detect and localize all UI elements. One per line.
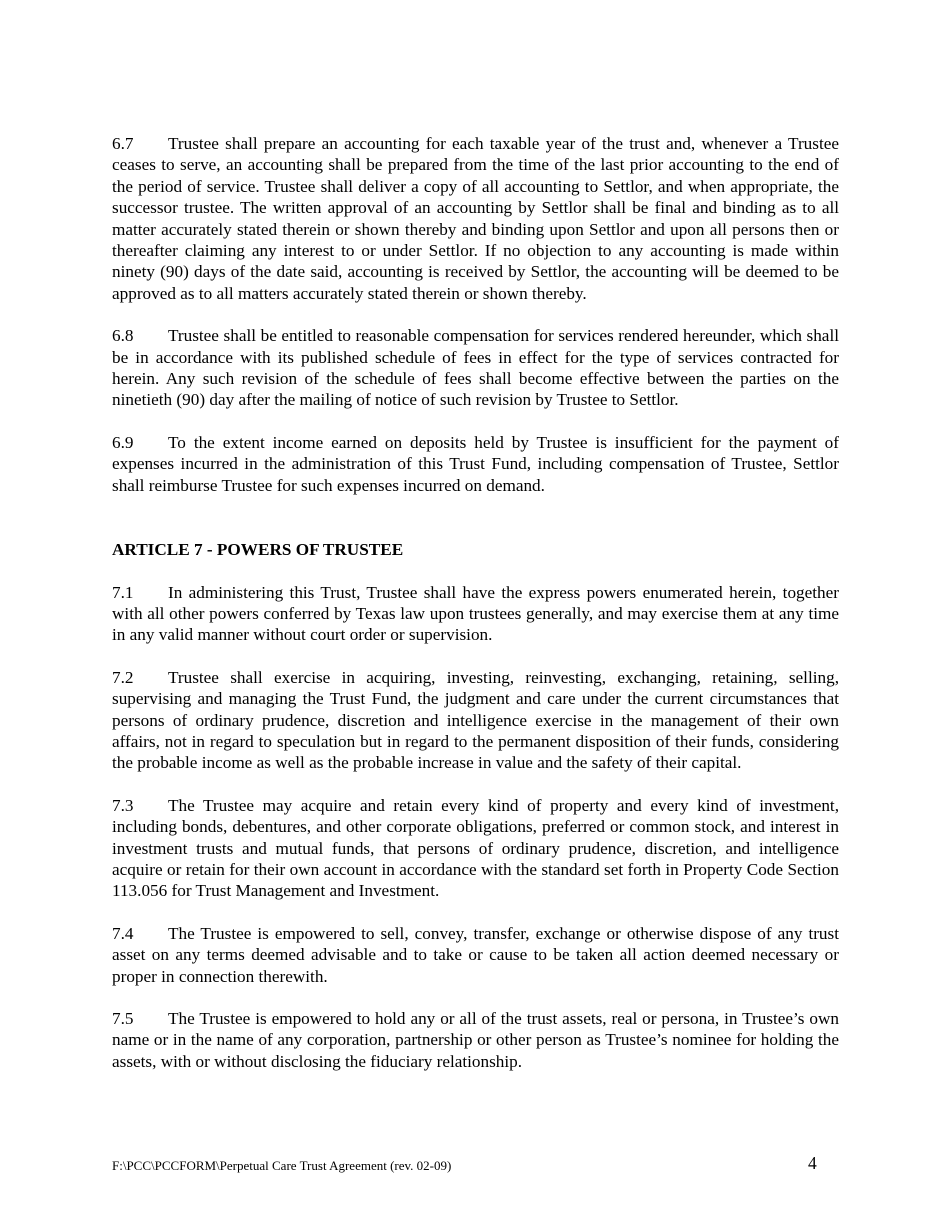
section-text: Trustee shall be entitled to reasonable compensation for services rendered hereunder, which shall be in accordance with its published schedule of fees in effect for the type of services contracted for herein. Any such revision of the schedule of fees shall become effective between the parties on the ninetieth (90) day after the mailing of notice of such revision by Trustee to Settlor.	[112, 326, 839, 410]
section-text: To the extent income earned on deposits held by Trustee is insufficient for the payment of expenses incurred in the administration of this Trust Fund, including compensation of Trustee, Settlor shall reimburse Trustee for such expenses incurred on demand.	[112, 432, 839, 495]
section-7-3	[112, 795, 839, 902]
section-text: Trustee shall exercise in acquiring, investing, reinvesting, exchanging, retaining, selling, supervising and managing the Trust Fund, the judgment and care under the current circumstances that persons of ordinary prudence, discretion and intelligence exercise in the management of their own affairs, not in regard to speculation but in regard to the permanent disposition of their funds, considering the probable income as well as the probable increase in value and the safety of their capital.	[112, 667, 839, 773]
section-text: The Trustee is empowered to hold any or all of the trust assets, real or persona, in Trustee’s own name or in the name of any corporation, partnership or other person as Trustee’s nominee for holding the assets, with or without disclosing the fiduciary relationship.	[112, 1009, 839, 1071]
section-number: 7.5	[112, 1009, 134, 1028]
section-number: 7.4	[112, 923, 134, 943]
section-text: Trustee shall prepare an accounting for each taxable year of the trust and, whenever a Trustee ceases to serve, an accounting shall be prepared from the time of the last prior accounting to the end of the period of service. Trustee shall deliver a copy of all accounting to Settlor, and when appropriate, the successor trustee. The written approval of an accounting by Settlor shall be final and binding as to all matter accurately stated therein or shown thereby and binding upon Settlor and upon all persons then or thereafter claiming any interest to or under Settlor. If no objection to any accounting is made within ninety (90) days of the date said, accounting is received by Settlor, the accounting will be deemed to be approved as to all matters accurately stated therein or shown thereby.	[112, 134, 839, 303]
section-number: 7.3	[112, 795, 134, 815]
section-7-5	[112, 1008, 839, 1072]
section-text: The Trustee may acquire and retain every kind of property and every kind of investment, including bonds, debentures, and other corporate obligations, preferred or common stock, and interest in investment trusts and mutual funds, that persons of ordinary prudence, discretion, and intelligence acquire or retain for their own account in accordance with the standard set forth in Property Code Section 113.056 for Trust Management and Investment.	[112, 795, 839, 901]
section-7-1	[112, 582, 839, 646]
section-7-4	[112, 923, 839, 987]
article-7-heading: ARTICLE 7 - POWERS OF TRUSTEE	[112, 540, 404, 560]
section-6-8	[112, 325, 839, 411]
section-6-7	[112, 133, 839, 304]
section-6-9	[112, 432, 839, 496]
section-7-2	[112, 667, 839, 774]
section-number: 6.9	[112, 432, 134, 452]
section-number: 6.7	[112, 134, 134, 153]
footer-file-path: F:\PCC\PCCFORM\Perpetual Care Trust Agreement (rev. 02-09)	[112, 1158, 452, 1173]
section-text: In administering this Trust, Trustee shall have the express powers enumerated herein, together with all other powers conferred by Texas law upon trustees generally, and may exercise them at any time in any valid manner without court order or supervision.	[112, 582, 839, 645]
document-body	[112, 133, 839, 1093]
section-text: The Trustee is empowered to sell, convey, transfer, exchange or otherwise dispose of any trust asset on any terms deemed advisable and to take or cause to be taken all action deemed necessary or proper in connection therewith.	[112, 923, 839, 986]
section-number: 7.1	[112, 582, 134, 602]
section-number: 7.2	[112, 667, 134, 687]
section-number: 6.8	[112, 326, 134, 346]
page-number: 4	[808, 1153, 817, 1173]
